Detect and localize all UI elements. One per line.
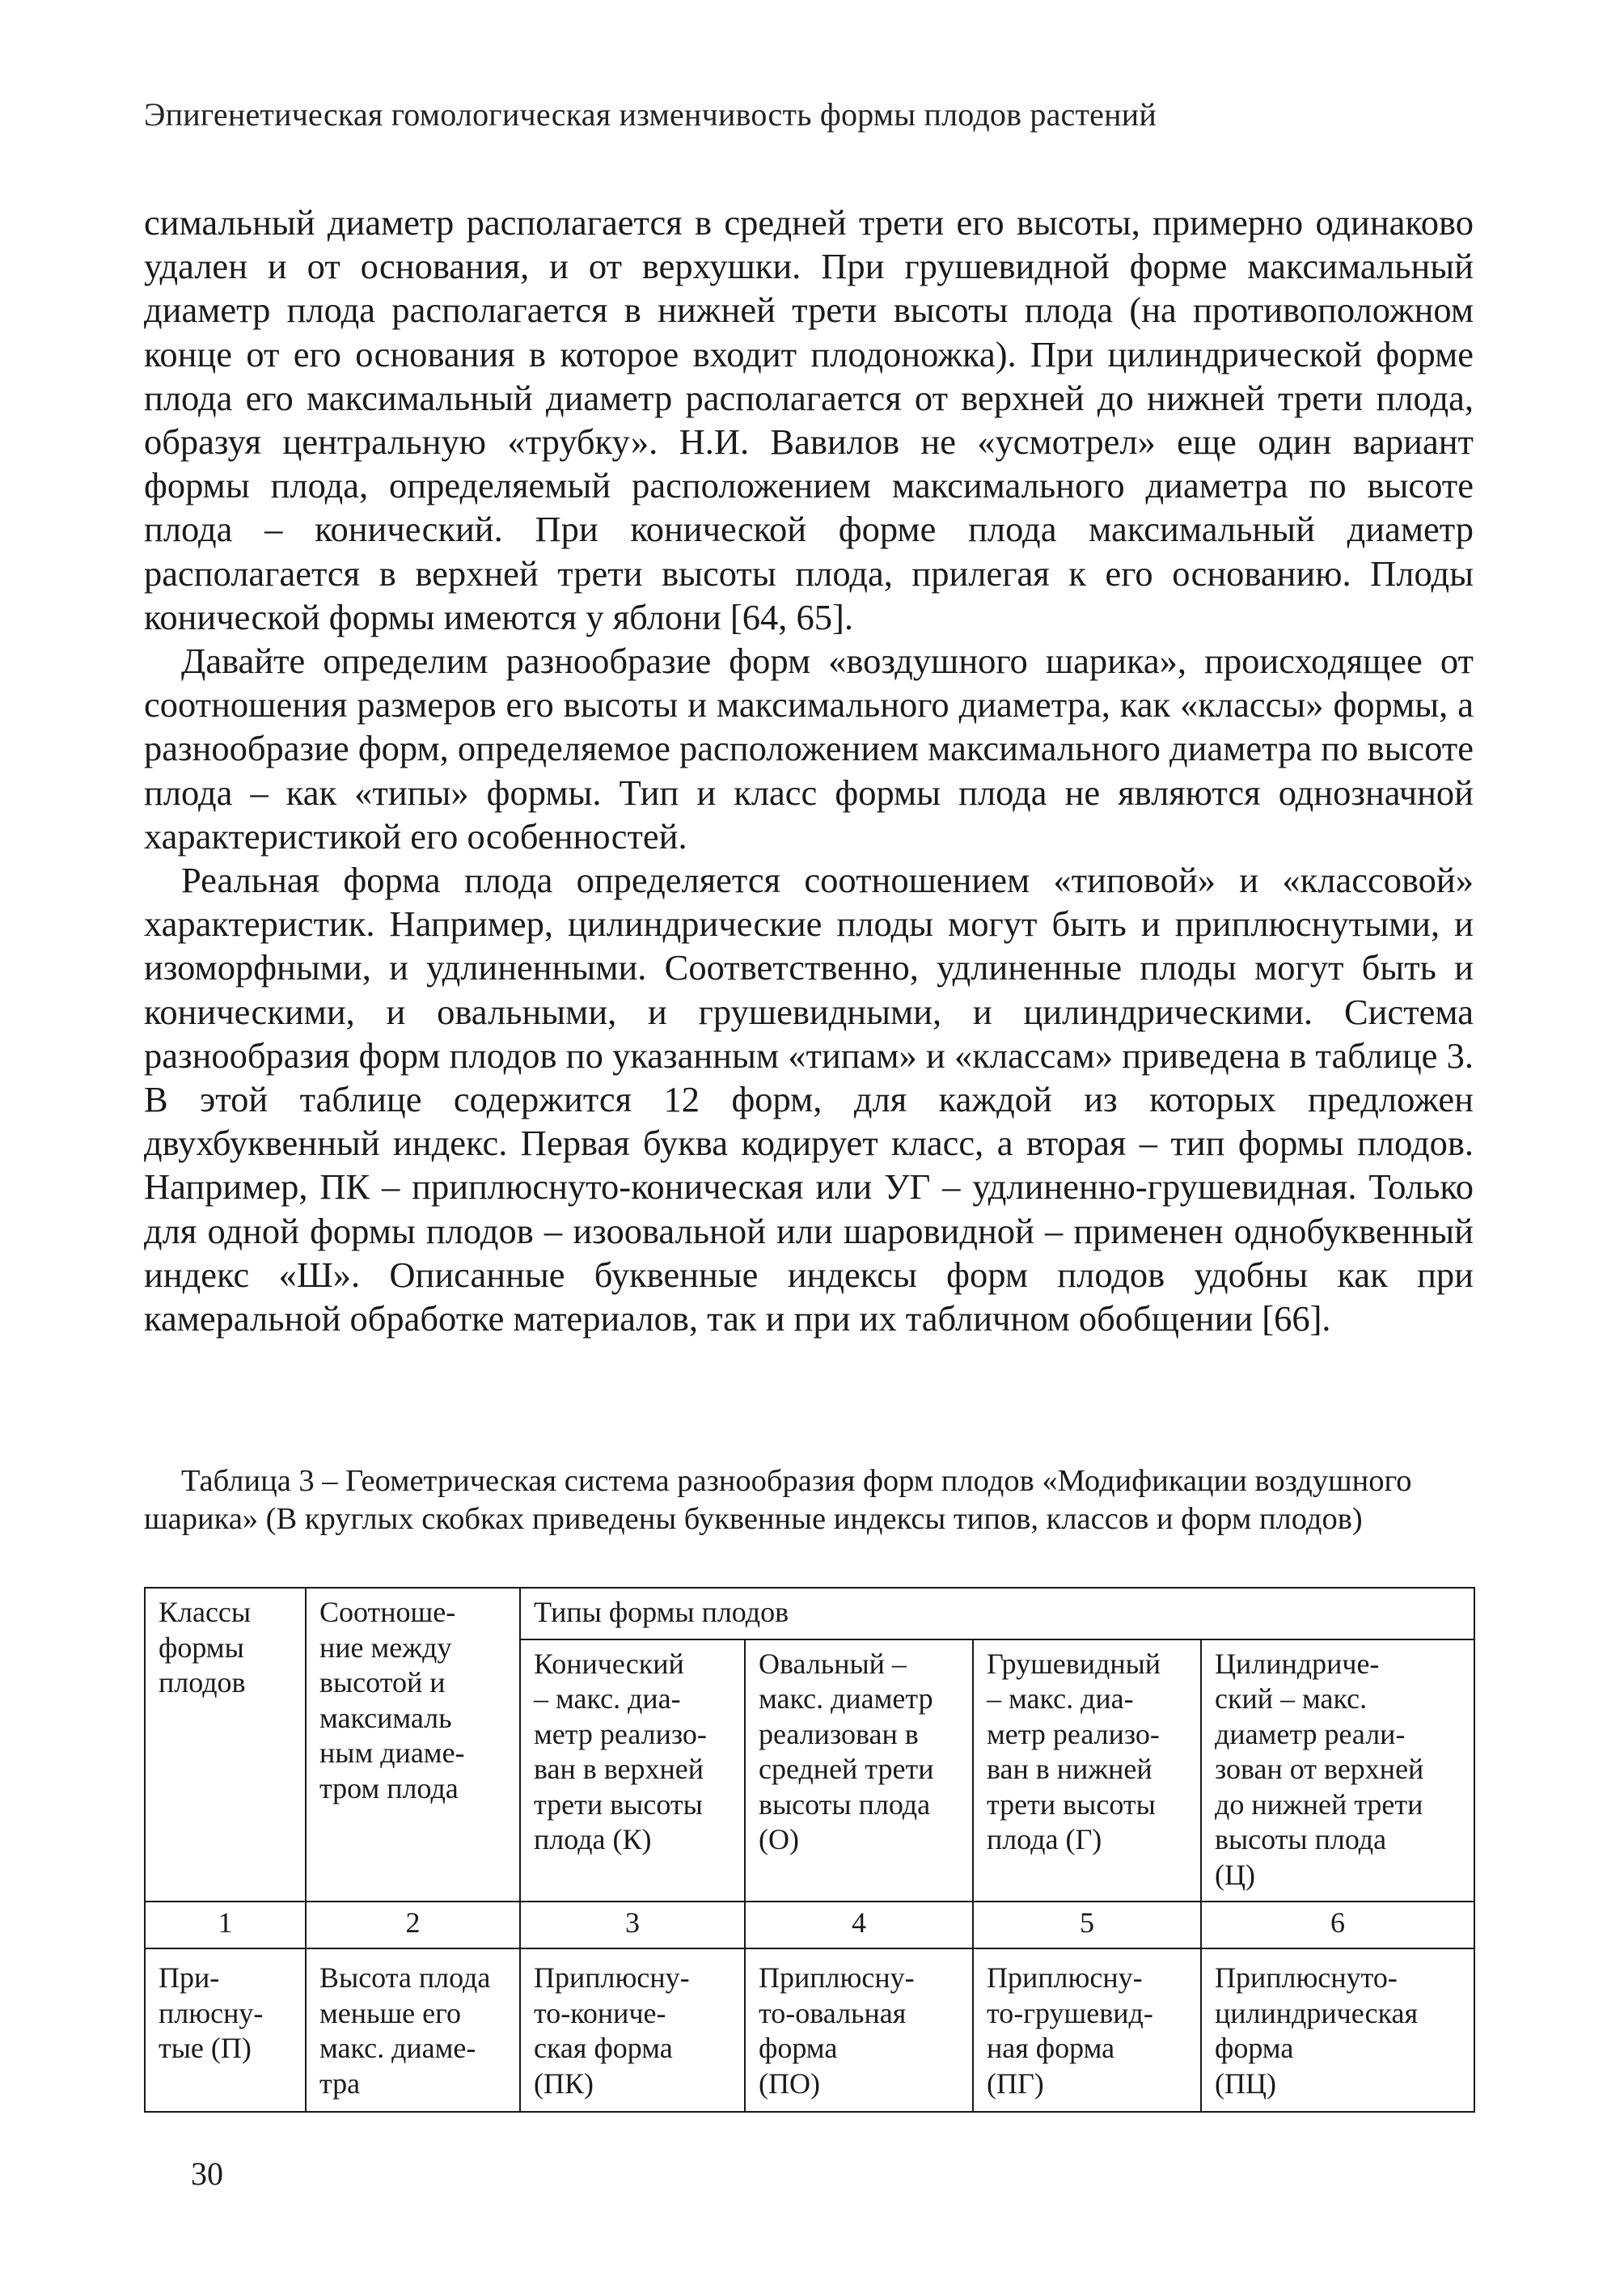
running-head: Эпигенетическая гомологическая изменчивость формы плодов растений xyxy=(144,96,1157,133)
column-number: 1 xyxy=(145,1902,306,1948)
header-classes: Классы формы плодов xyxy=(145,1588,306,1902)
column-number: 5 xyxy=(973,1902,1201,1948)
page-number: 30 xyxy=(191,2156,223,2192)
cell-class: При- плюсну- тые (П) xyxy=(145,1948,306,2112)
column-number: 3 xyxy=(520,1902,745,1948)
column-number: 4 xyxy=(745,1902,973,1948)
column-number: 6 xyxy=(1201,1902,1474,1948)
header-type-cylindrical: Цилиндриче- ский – макс. диаметр реали- зован от верхней до нижней трети высоты плода (Ц) xyxy=(1201,1639,1474,1902)
paragraph-2: Давайте определим разнообразие форм «воздушного шарика», происходящее от соотношения размеров его высоты и максимального диаметра, как «классы» формы, а разнообразие форм, определяемое расположением максимального диаметра по высоте плода – как «типы» формы. Тип и класс формы плода не являются однозначной характеристикой его особенностей. xyxy=(144,641,1474,857)
cell-form-pk: Приплюсну- то-кониче- ская форма (ПК) xyxy=(520,1948,745,2112)
header-ratio: Соотноше- ние между высотой и максималь ным диаме- тром плода xyxy=(306,1588,520,1902)
column-numbers-row xyxy=(145,1902,1474,1948)
table-caption: Таблица 3 – Геометрическая система разнообразия форм плодов «Модификации воздушного шарика» (В круглых скобках приведены буквенные индексы типов, классов и форм плодов) xyxy=(144,1464,1412,1536)
cell-form-pc: Приплюснуто- цилиндрическая форма (ПЦ) xyxy=(1201,1948,1474,2112)
header-type-pear: Грушевидный – макс. диа- метр реализо- ван в нижней трети высоты плода (Г) xyxy=(973,1639,1201,1902)
header-type-oval: Овальный – макс. диаметр реализован в средней трети высоты плода (О) xyxy=(745,1639,973,1902)
header-types-group: Типы формы плодов xyxy=(520,1588,1474,1639)
column-number: 2 xyxy=(306,1902,520,1948)
paragraph-1: симальный диаметр располагается в средней трети его высоты, примерно одинаково удален и от основания, и от верхушки. При грушевидной форме максимальный диаметр плода располагается в нижней трети высоты плода (на противоположном конце от его основания в которое входит плодоножка). При цилиндрической форме плода его максимальный диаметр располагается от верхней до нижней трети плода, образуя центральную «трубку». Н.И. Вавилов не «усмотрел» еще один вариант формы плода, определяемый расположением максимального диаметра по высоте плода – конический. При конической форме плода максимальный диаметр располагается в верхней трети высоты плода, прилегая к его основанию. Плоды конической формы имеются у яблони [64, 65]. xyxy=(144,202,1474,637)
body-text xyxy=(144,201,1474,1340)
paragraph-3: Реальная форма плода определяется соотношением «типовой» и «классовой» характеристик. Например, цилиндрические плоды могут быть и приплюснутыми, и изоморфными, и удлиненными. Соответственно, удлиненные плоды могут быть и коническими, и овальными, и грушевидными, и цилиндрическими. Система разнообразия форм плодов по указанным «типам» и «классам» приведена в таблице 3. В этой таблице содержится 12 форм, для каждой из которых предложен двухбуквенный индекс. Первая буква кодирует класс, а вторая – тип формы плодов. Например, ПК – приплюснуто-коническая или УГ – удлиненно-грушевидная. Только для одной формы плодов – изоовальной или шаровидной – применен однобуквенный индекс «Ш». Описанные буквенные индексы форм плодов удобны как при камеральной обработке материалов, так и при их табличном обобщении [66]. xyxy=(144,860,1474,1339)
cell-form-po: Приплюсну- то-овальная форма (ПО) xyxy=(745,1948,973,2112)
cell-ratio: Высота плода меньше его макс. диаме- тра xyxy=(306,1948,520,2112)
table-row xyxy=(145,1948,1474,2112)
fruit-forms-table xyxy=(144,1587,1475,2113)
header-type-conical: Конический – макс. диа- метр реализо- ван в верхней трети высоты плода (К) xyxy=(520,1639,745,1902)
cell-form-pg: Приплюсну- то-грушевид- ная форма (ПГ) xyxy=(973,1948,1201,2112)
table-header-row xyxy=(145,1588,1474,1639)
